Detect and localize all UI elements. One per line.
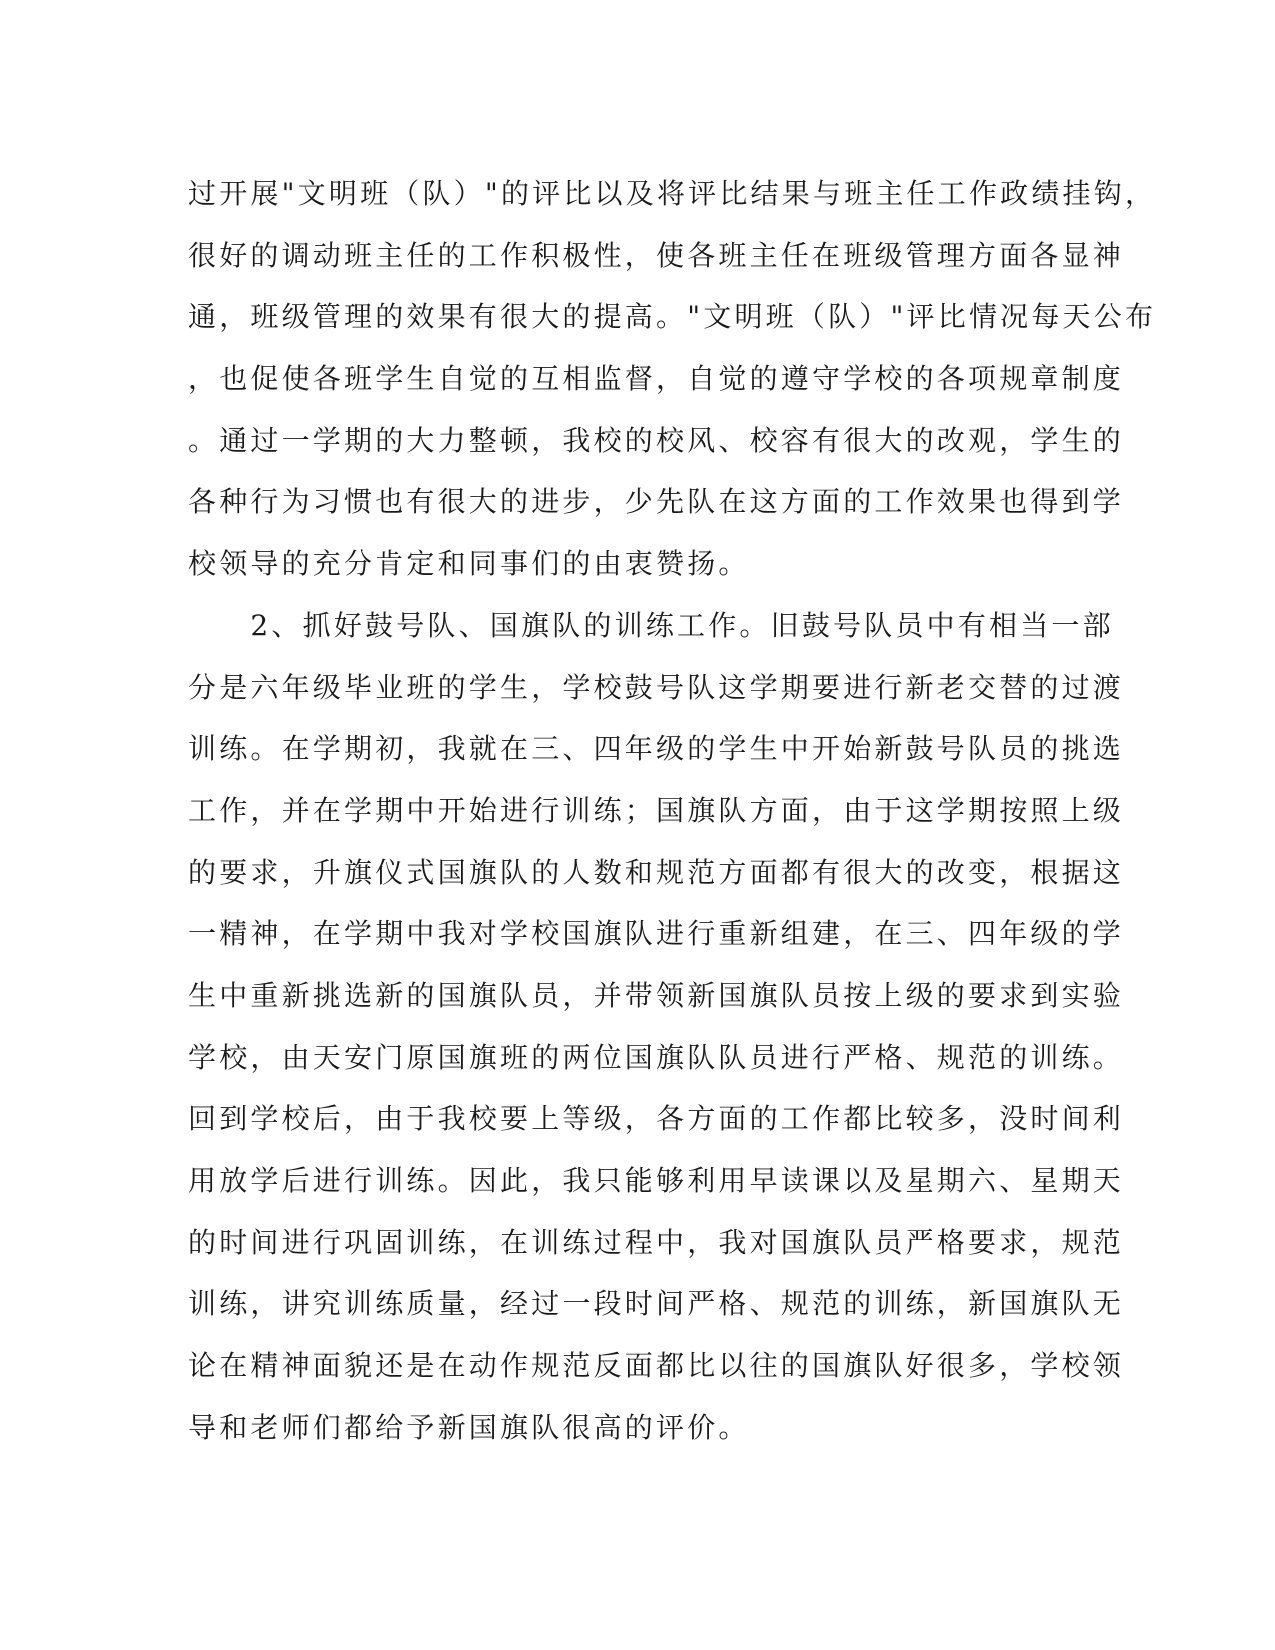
text-line: 。通过一学期的大力整顿，我校的校风、校容有很大的改观，学生的 — [188, 423, 1125, 457]
text-line: 的要求，升旗仪式国旗队的人数和规范方面都有很大的改变，根据这 — [188, 855, 1125, 889]
text-line: 分是六年级毕业班的学生，学校鼓号队这学期要进行新老交替的过渡 — [188, 670, 1125, 704]
text-line: 训练，讲究训练质量，经过一段时间严格、规范的训练，新国旗队无 — [188, 1287, 1125, 1321]
text-line: 用放学后进行训练。因此，我只能够利用早读课以及星期六、星期天 — [188, 1164, 1125, 1197]
text-line: 回到学校后，由于我校要上等级，各方面的工作都比较多，没时间利 — [188, 1102, 1125, 1136]
text-line: 工作，并在学期中开始进行训练；国旗队方面，由于这学期按照上级 — [188, 793, 1125, 827]
text-line: 校领导的充分肯定和同事们的由衷赞扬。 — [188, 547, 750, 581]
text-line: 的时间进行巩固训练，在训练过程中，我对国旗队员严格要求，规范 — [188, 1225, 1125, 1259]
text-line: 2、抓好鼓号队、国旗队的训练工作。旧鼓号队员中有相当一部 — [188, 608, 1114, 642]
text-line: 学校，由天安门原国旗班的两位国旗队队员进行严格、规范的训练。 — [188, 1040, 1125, 1074]
text-line: 论在精神面貌还是在动作规范反面都比以往的国旗队好很多，学校领 — [188, 1349, 1125, 1383]
text-line: 过开展"文明班（队）"的评比以及将评比结果与班主任工作政绩挂钩， — [188, 177, 1157, 210]
text-line: 训练。在学期初，我就在三、四年级的学生中开始新鼓号队员的挑选 — [188, 732, 1125, 766]
text-line: 各种行为习惯也有很大的进步，少先队在这方面的工作效果也得到学 — [188, 485, 1125, 519]
text-line: 通，班级管理的效果有很大的提高。"文明班（队）"评比情况每天公布 — [188, 300, 1157, 334]
body-text — [188, 163, 1157, 1458]
text-line: 生中重新挑选新的国旗队员，并带领新国旗队员按上级的要求到实验 — [188, 978, 1125, 1012]
text-line: 一精神，在学期中我对学校国旗队进行重新组建，在三、四年级的学 — [188, 917, 1125, 951]
text-line: 导和老师们都给予新国旗队很高的评价。 — [188, 1410, 750, 1444]
text-line: 很好的调动班主任的工作积极性，使各班主任在班级管理方面各显神 — [188, 238, 1125, 272]
text-line: ，也促使各班学生自觉的互相监督，自觉的遵守学校的各项规章制度 — [188, 362, 1125, 396]
